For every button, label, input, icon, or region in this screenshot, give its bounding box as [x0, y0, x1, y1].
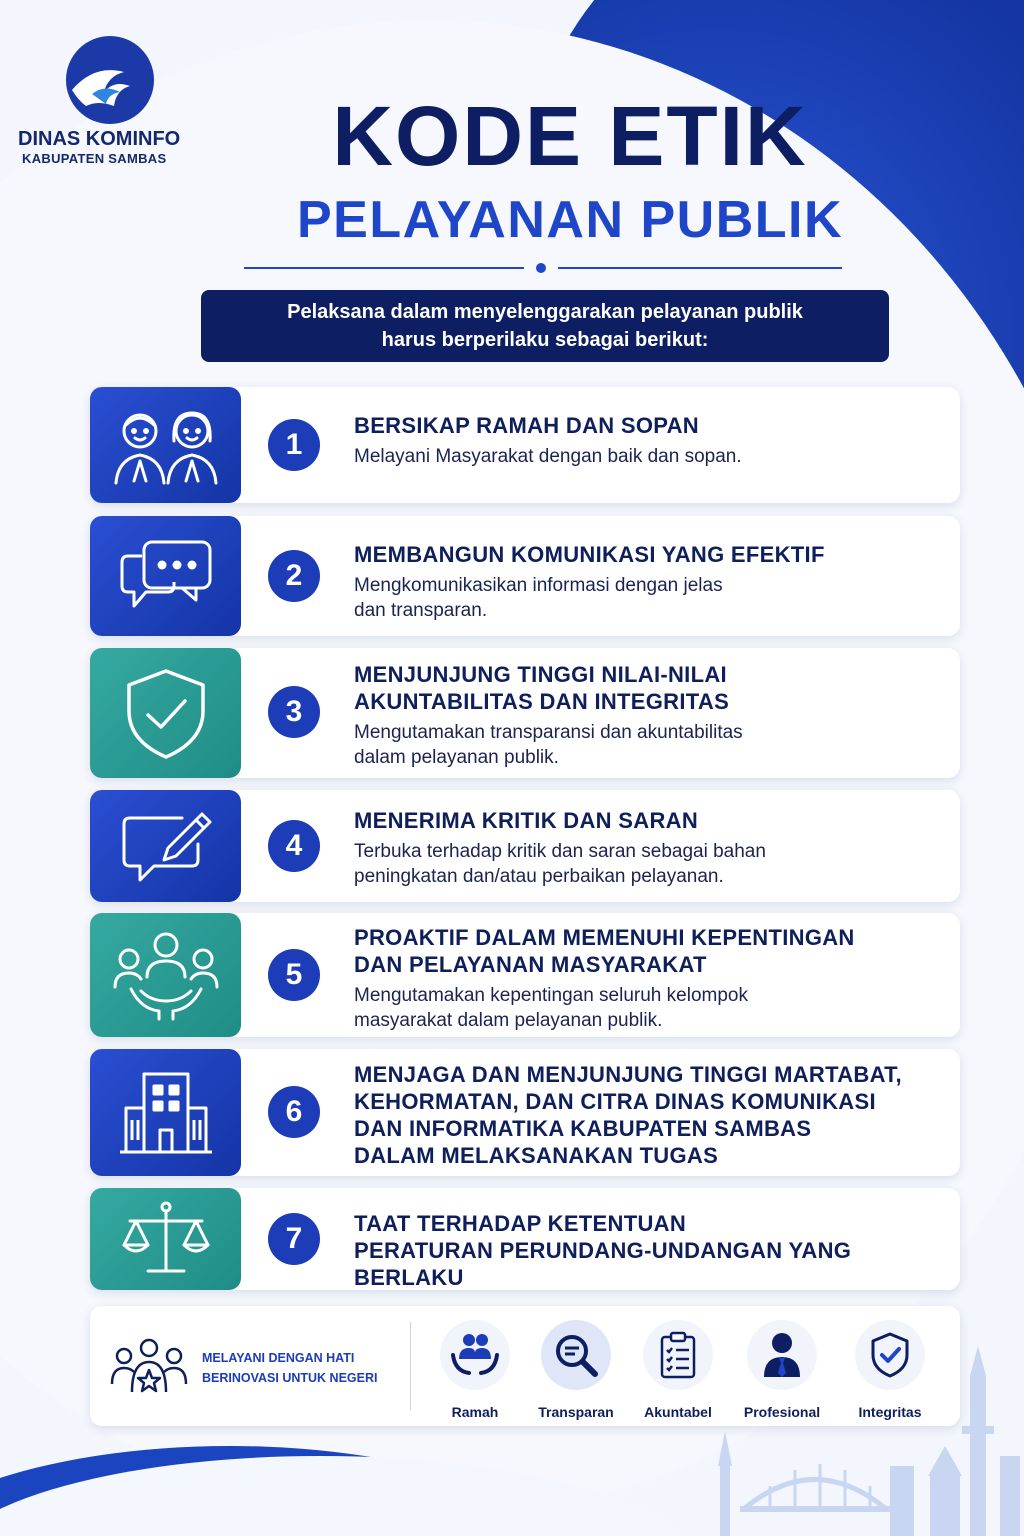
shield-check-icon — [121, 665, 211, 761]
value-label: Integritas — [858, 1404, 922, 1420]
intro-banner — [201, 290, 889, 362]
kominfo-logo-icon — [64, 34, 156, 126]
item-title: PROAKTIF DALAM MEMENUHI KEPENTINGAN DAN PELAYANAN MASYARAKAT — [354, 925, 855, 977]
page-subtitle: PELAYANAN PUBLIK — [296, 191, 844, 249]
item-title: MEMBANGUN KOMUNIKASI YANG EFEKTIF — [354, 542, 825, 567]
item-description: Terbuka terhadap kritik dan saran sebagai bahan peningkatan dan/atau perbaikan pelayanan. — [354, 841, 766, 887]
code-item-1 — [90, 387, 960, 503]
page-title: KODE ETIK — [332, 89, 808, 183]
value-akuntabel — [628, 1320, 728, 1420]
code-item-7 — [90, 1188, 960, 1290]
item-number: 3 — [268, 686, 320, 738]
title-divider — [244, 262, 842, 274]
logo-subtitle: KABUPATEN SAMBAS — [22, 151, 167, 166]
code-item-3 — [90, 648, 960, 778]
clipboard-icon — [658, 1331, 698, 1379]
item-number: 1 — [268, 419, 320, 471]
slogan: MELAYANI DENGAN HATI BERINOVASI UNTUK NEGERI — [202, 1351, 378, 1385]
intro-line-2: harus berperilaku sebagai berikut: — [381, 329, 709, 351]
team-star-icon — [110, 1338, 188, 1394]
item-title: TAAT TERHADAP KETENTUAN PERATURAN PERUNDANG-UNDANGAN YANG BERLAKU — [354, 1211, 852, 1290]
item-number: 4 — [268, 820, 320, 872]
item-number: 2 — [268, 550, 320, 602]
item-description: Mengutamakan kepentingan seluruh kelompok masyarakat dalam pelayanan publik. — [354, 985, 748, 1031]
item-title: MENERIMA KRITIK DAN SARAN — [354, 808, 699, 833]
footer-divider — [410, 1322, 411, 1410]
greeting-people-icon — [110, 405, 222, 485]
item-description: Mengutamakan transparansi dan akuntabilitas dalam pelayanan publik. — [354, 722, 743, 768]
value-integritas — [840, 1320, 940, 1420]
item-number: 6 — [268, 1086, 320, 1138]
item-number: 7 — [268, 1213, 320, 1265]
item-description: Mengkomunikasikan informasi dengan jelas dan transparan. — [354, 575, 723, 621]
value-transparan — [526, 1320, 626, 1420]
logo-name: DINAS KOMINFO — [18, 128, 181, 150]
chat-bubbles-icon — [116, 536, 216, 616]
code-item-4 — [90, 790, 960, 902]
code-item-2 — [90, 516, 960, 636]
item-title: MENJAGA DAN MENJUNJUNG TINGGI MARTABAT, KEHORMATAN, DAN CITRA DINAS KOMUNIKASI DAN INFORMATIKA KABUPATEN SAMBAS DALAM MELAKSANAKAN TUGAS — [354, 1062, 902, 1168]
value-label: Akuntabel — [644, 1404, 712, 1420]
value-label: Ramah — [451, 1404, 499, 1420]
code-item-5 — [90, 913, 960, 1037]
shield-check-icon — [869, 1331, 911, 1379]
item-title: MENJUNJUNG TINGGI NILAI-NILAI AKUNTABILITAS DAN INTEGRITAS — [354, 662, 730, 714]
item-description: Melayani Masyarakat dengan baik dan sopan. — [354, 446, 742, 467]
intro-line-1: Pelaksana dalam menyelenggarakan pelayanan publik — [287, 301, 803, 323]
value-label: Transparan — [538, 1404, 614, 1420]
values-footer — [90, 1306, 960, 1426]
item-title: BERSIKAP RAMAH DAN SOPAN — [354, 413, 699, 438]
code-item-6 — [90, 1049, 960, 1176]
value-ramah — [425, 1320, 525, 1420]
hands-people-icon — [449, 1333, 501, 1377]
feedback-pencil-icon — [118, 808, 214, 884]
community-hands-icon — [111, 929, 221, 1021]
professional-person-icon — [762, 1331, 802, 1379]
scales-icon — [120, 1199, 212, 1279]
value-label: Profesional — [743, 1404, 821, 1420]
logo — [18, 34, 218, 166]
value-profesional — [732, 1320, 832, 1420]
building-icon — [118, 1068, 214, 1158]
item-number: 5 — [268, 949, 320, 1001]
magnifier-icon — [553, 1332, 599, 1378]
